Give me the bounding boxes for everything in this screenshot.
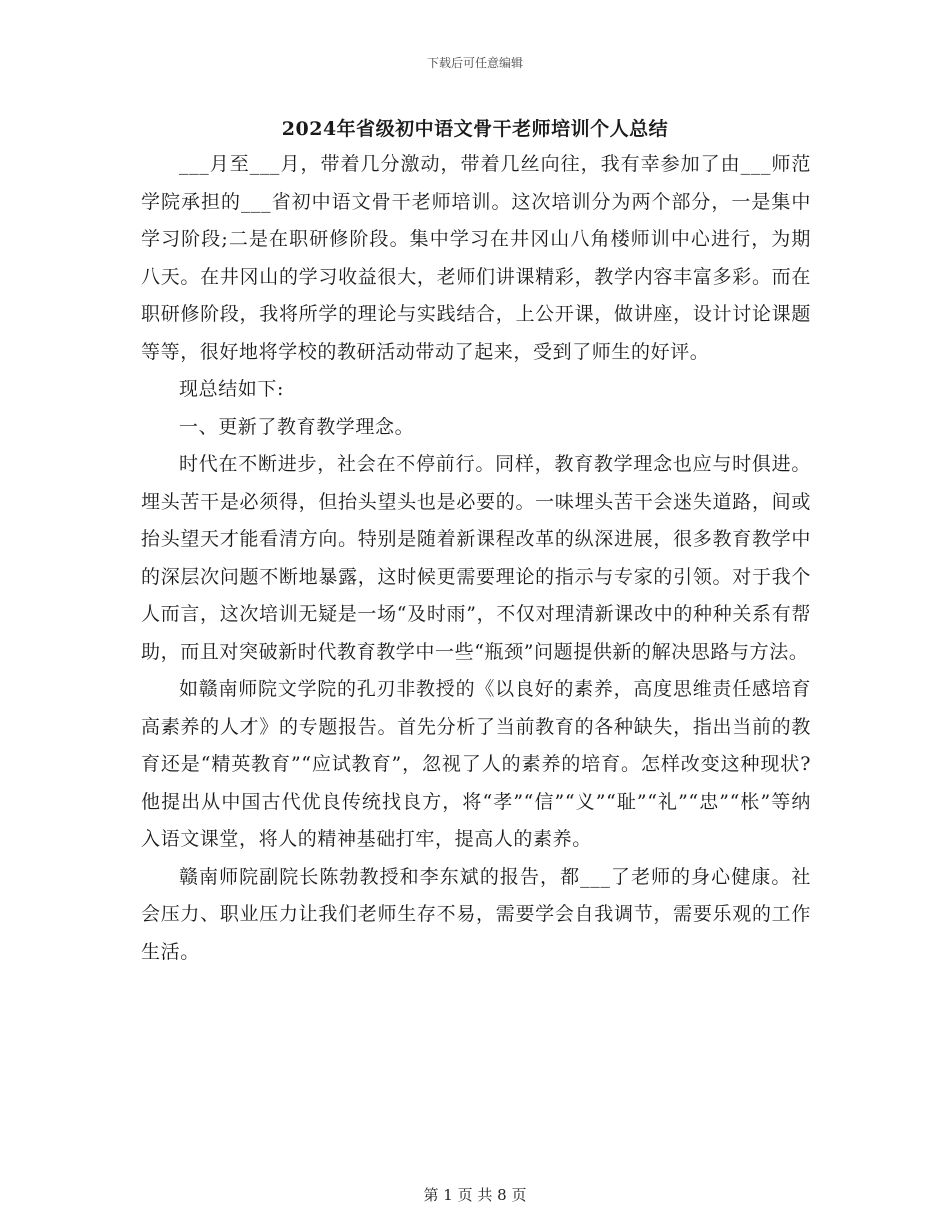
paragraph-summary-lead: 现总结如下: [179,378,285,400]
document-body [141,146,811,971]
paragraph-section-1: 时代在不断进步，社会在不停前行。同样，教育教学理念也应与时俱进。埋头苦干是必须得，但抬头望头也是必要的。一味埋头苦干会迷失道路，间或抬头望天才能看清方向。特别是随着新课程改革的纵深进展，很多教育教学中的深层次问题不断地暴露，这时候更需要理论的指示与专家的引领。对于我个人而言，这次培训无疑是一场“及时雨”，不仅对理清新课改中的种种关系有帮助，而且对突破新时代教育教学中一些“瓶颈”问题提供新的解决思路与方法。 [141,453,811,663]
document-title: 2024年省级初中语文骨干老师培训个人总结 [281,118,669,140]
section-heading-1: 一、更新了教育教学理念。 [179,415,415,438]
paragraph-intro: ___月至___月，带着几分激动，带着几丝向往，我有幸参加了由___师范学院承担的___省初中语文骨干老师培训。这次培训分为两个部分，一是集中学习阶段;二是在职研修阶段。集中学习在井冈山八角楼师训中心进行，为期八天。在井冈山的学习收益很大，老师们讲课精彩，教学内容丰富多彩。而在职研修阶段，我将所学的理论与实践结合，上公开课，做讲座，设计讨论课题等等，很好地将学校的教研活动带动了起来，受到了师生的好评。 [141,153,811,363]
header-note: 下载后可任意编辑 [426,56,523,70]
paragraph-example-2: 赣南师院副院长陈勃教授和李东斌的报告，都___了老师的身心健康。社会压力、职业压力让我们老师生存不易，需要学会自我调节，需要乐观的工作生活。 [141,865,811,963]
page-number: 第 1 页 共 8 页 [423,1186,527,1204]
paragraph-example-1: 如赣南师院文学院的孔刃非教授的《以良好的素养，高度思维责任感培育高素养的人才》的专题报告。首先分析了当前教育的各种缺失，指出当前的教育还是“精英教育”“应试教育”，忽视了人的素养的培育。怎样改变这种现状?他提出从中国古代优良传统找良方，将“孝”“信”“义”“耻”“礼”“忠”“枨”等纳入语文课堂，将人的精神基础打牢，提高人的素养。 [141,678,811,850]
